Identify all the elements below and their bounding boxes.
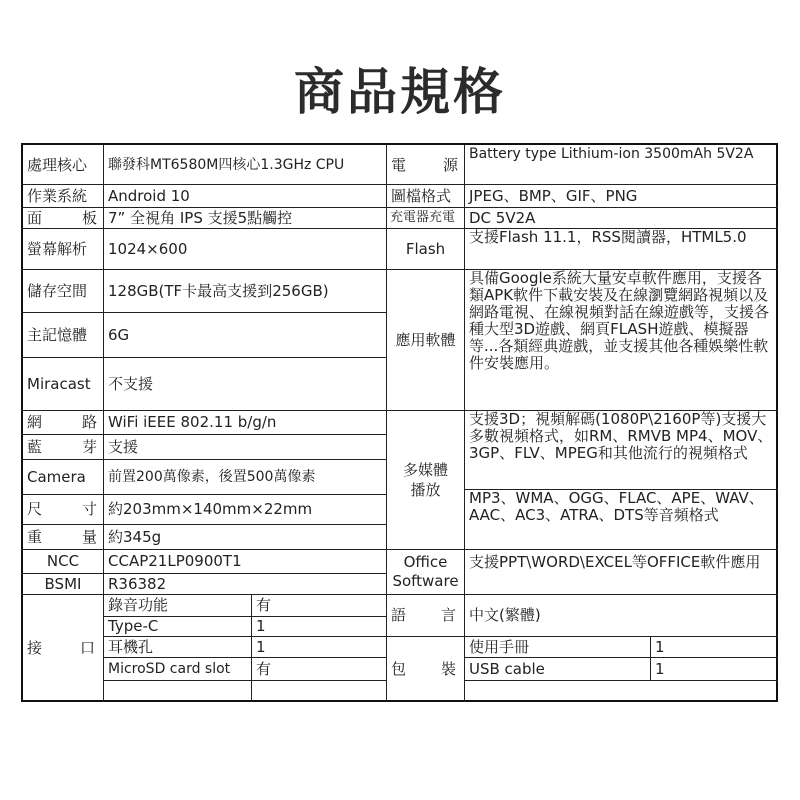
media-audio-value: MP3、WMA、OGG、FLAC、APE、WAV、AAC、AC3、ATRA、DTS等音頻格式 [469, 489, 764, 524]
power-label: 電 源 [391, 155, 458, 174]
apps-label: 應用軟體 [395, 330, 456, 349]
port-value: 有 [256, 596, 272, 614]
wifi-value: WiFi iEEE 802.11 b/g/n [108, 413, 277, 431]
size-value: 約203mm×140mm×22mm [108, 500, 313, 518]
port-name: 耳機孔 [108, 637, 154, 656]
charger-value: DC 5V2A [469, 208, 536, 227]
package-item-name: 使用手冊 [469, 637, 530, 656]
flash-value: 支援Flash 11.1，RSS閱讀器，HTML5.0 [469, 228, 747, 246]
port-value: 1 [256, 617, 266, 635]
cpu-label: 處理核心 [27, 155, 88, 174]
bsmi-label: BSMI [44, 574, 82, 593]
language-label: 語 言 [391, 606, 456, 624]
package-item-value: 1 [655, 659, 665, 678]
storage-label: 儲存空間 [27, 281, 88, 300]
package-item-value: 1 [655, 637, 665, 656]
flash-label: Flash [405, 239, 446, 258]
storage-value: 128GB(TF卡最高支援到256GB) [108, 281, 329, 300]
resolution-value: 1024×600 [108, 239, 188, 258]
miracast-label: Miracast [27, 374, 91, 393]
os-label: 作業系統 [27, 186, 88, 205]
cpu-value: 聯發科MT6580M四核心1.3GHz CPU [108, 156, 345, 173]
image-format-label: 圖檔格式 [391, 186, 452, 205]
image-format-value: JPEG、BMP、GIF、PNG [469, 186, 638, 205]
media-label: 多媒體播放 [402, 460, 448, 499]
os-value: Android 10 [108, 186, 190, 205]
ncc-value: CCAP21LP0900T1 [108, 552, 242, 570]
size-label: 尺 寸 [27, 500, 97, 518]
bluetooth-label: 藍 芽 [27, 437, 97, 456]
charger-label: 充電器充電 [390, 209, 456, 225]
package-item-name: USB cable [469, 659, 545, 678]
bluetooth-value: 支援 [108, 437, 139, 456]
media-video-value: 支援3D；視頻解碼(1080P\2160P等)支援大多數視頻格式，如RM、RMVB MP4、MOV、3GP、FLV、MPEG和其他流行的視頻格式 [469, 410, 773, 462]
port-name: 錄音功能 [108, 596, 169, 614]
memory-value: 6G [108, 325, 130, 344]
bsmi-value: R36382 [108, 574, 167, 593]
camera-value: 前置200萬像素，後置500萬像素 [108, 468, 316, 485]
memory-label: 主記憶體 [27, 325, 88, 344]
camera-label: Camera [27, 467, 86, 486]
power-value: Battery type Lithium-ion 3500mAh 5V2A [469, 146, 754, 162]
page-title: 商品規格 [294, 63, 506, 121]
package-label: 包 裝 [391, 660, 456, 678]
office-value: 支援PPT\WORD\EXCEL等OFFICE軟件應用 [469, 553, 761, 571]
weight-value: 約345g [108, 527, 162, 546]
port-value: 有 [256, 659, 272, 678]
miracast-value: 不支援 [108, 374, 154, 393]
panel-value: 7” 全視角 IPS 支援5點觸控 [108, 208, 293, 227]
weight-label: 重 量 [27, 527, 97, 546]
ncc-label: NCC [46, 552, 80, 570]
panel-label: 面 板 [27, 208, 97, 227]
port-value: 1 [256, 637, 266, 656]
port-name: MicroSD card slot [108, 660, 231, 677]
port-name: Type-C [108, 617, 159, 635]
apps-value: 具備Google系統大量安卓軟件應用，支援各類APK軟件下載安裝及在線瀏覽網路視頻以及網路電視、在線視頻對話在線遊戲等，支援各種大型3D遊戲、網頁FLASH遊戲、模擬器等...各類經典遊戲，並支援其他各種娛樂性軟件安裝應用。 [469, 269, 770, 372]
office-label: Office Software [392, 553, 459, 590]
ports-label: 接 口 [27, 639, 95, 657]
resolution-label: 螢幕解析 [27, 239, 88, 258]
wifi-label: 網 路 [27, 413, 97, 431]
spec-table [21, 143, 778, 702]
language-value: 中文(繁體) [469, 606, 541, 624]
